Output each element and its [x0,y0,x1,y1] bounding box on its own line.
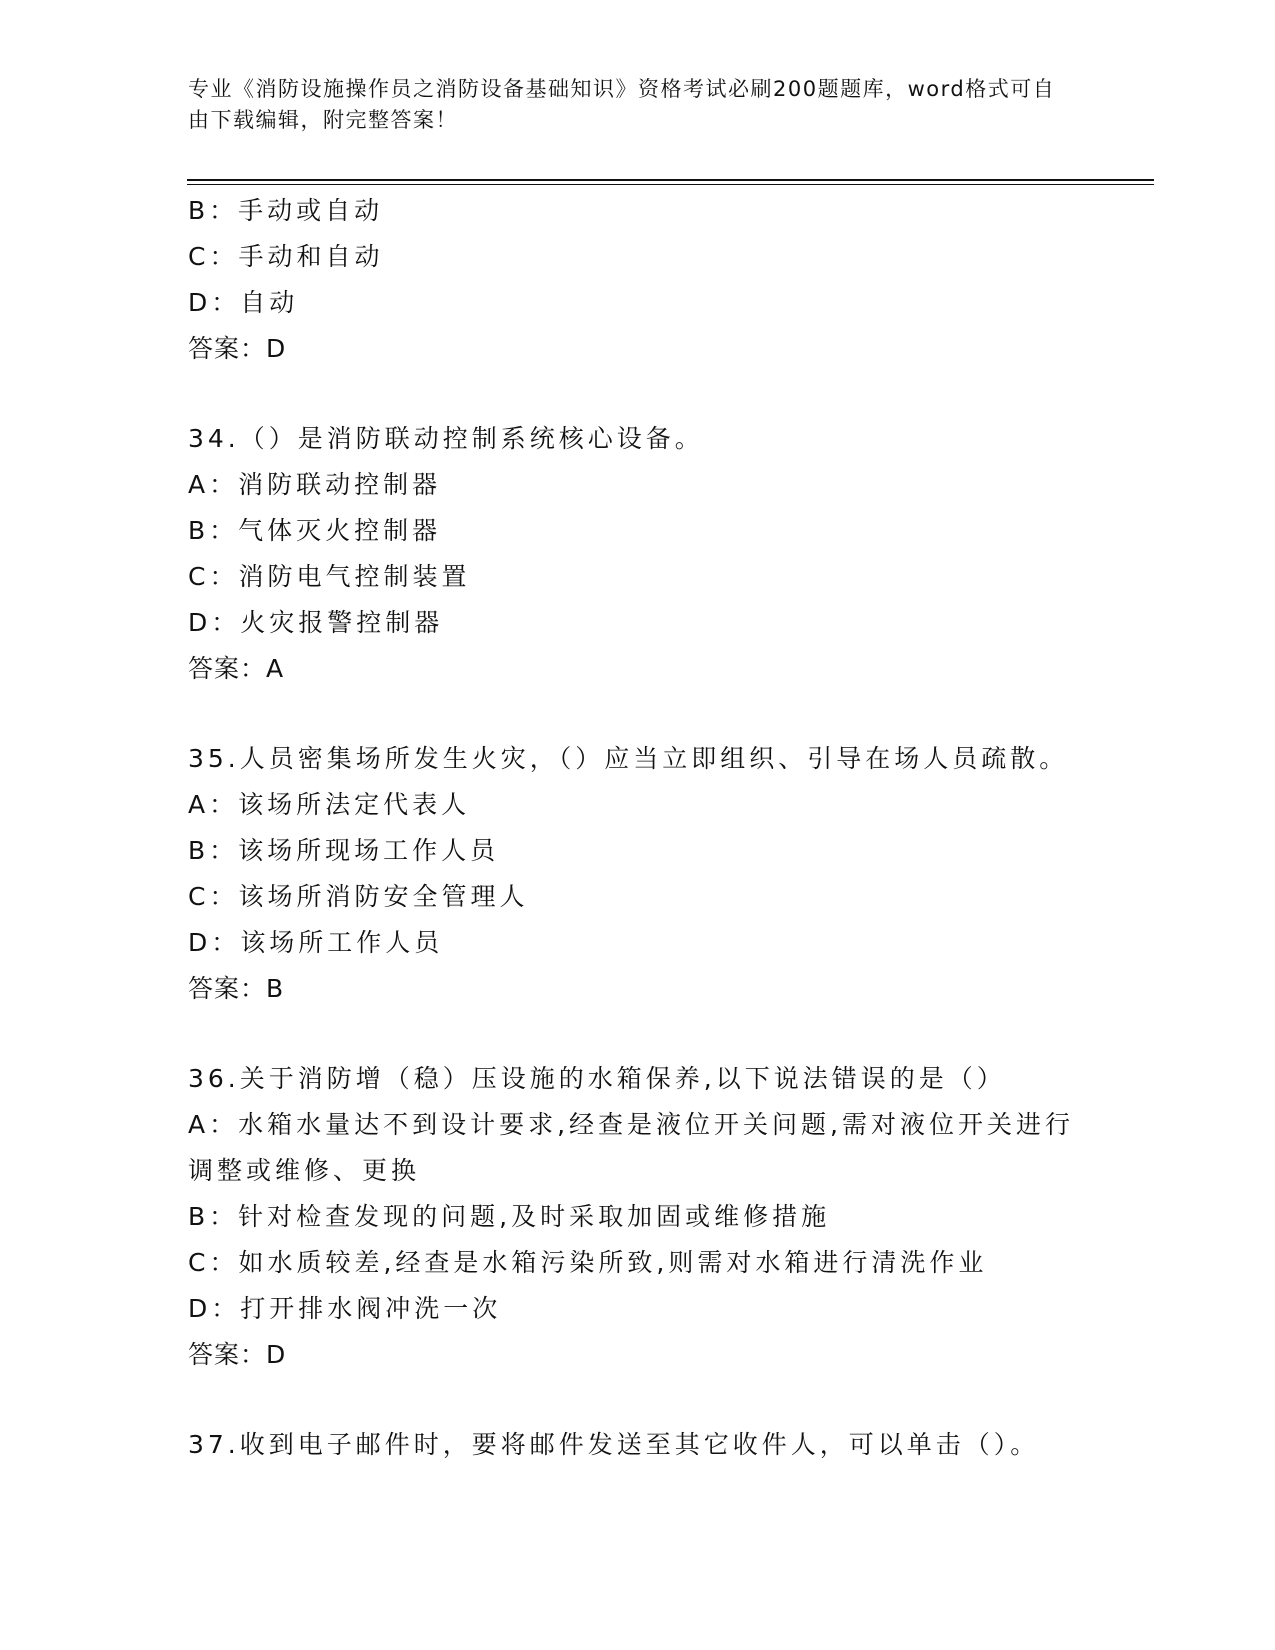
q35-option-c: C：该场所消防安全管理人 [188,882,529,911]
q35-option-d: D：该场所工作人员 [188,928,444,957]
q35-option-a: A：该场所法定代表人 [188,790,471,819]
q33-option-d: D：自动 [188,288,299,317]
spacer [188,1012,1088,1056]
q34-question: 34.（）是消防联动控制系统核心设备。 [188,424,704,453]
q33-option-b: B：手动或自动 [188,196,384,225]
q34-option-d: D：火灾报警控制器 [188,608,444,637]
q36-answer: 答案：D [188,1340,287,1369]
q36-option-d: D：打开排水阀冲洗一次 [188,1294,502,1323]
q36-option-a: A：水箱水量达不到设计要求,经查是液位开关问题,需对液位开关进行调整或维修、更换 [188,1110,1074,1185]
q36-option-b: B：针对检查发现的问题,及时采取加固或维修措施 [188,1202,831,1231]
q35-option-b: B：该场所现场工作人员 [188,836,500,865]
q34-option-b: B：气体灭火控制器 [188,516,442,545]
spacer [188,692,1088,736]
q34-answer: 答案：A [188,654,285,683]
q34-option-c: C：消防电气控制装置 [188,562,471,591]
header-divider-thin [187,184,1154,185]
document-header: 专业《消防设施操作员之消防设备基础知识》资格考试必刷200题题库，word格式可自由下载编辑，附完整答案！ [188,77,1056,132]
question-list [188,188,1088,1468]
q35-answer: 答案：B [188,974,285,1003]
spacer [188,372,1088,416]
q33-option-c: C：手动和自动 [188,242,384,271]
header-divider [187,179,1154,181]
q33-answer: 答案：D [188,334,287,363]
q36-option-c: C：如水质较差,经查是水箱污染所致,则需对水箱进行清洗作业 [188,1248,988,1277]
q36-question: 36.关于消防增（稳）压设施的水箱保养,以下说法错误的是（） [188,1064,1006,1093]
q37-question: 37.收到电子邮件时，要将邮件发送至其它收件人，可以单击（）。 [188,1430,1040,1459]
q35-question: 35.人员密集场所发生火灾，（）应当立即组织、引导在场人员疏散。 [188,744,1069,773]
q34-option-a: A：消防联动控制器 [188,470,442,499]
spacer [188,1378,1088,1422]
